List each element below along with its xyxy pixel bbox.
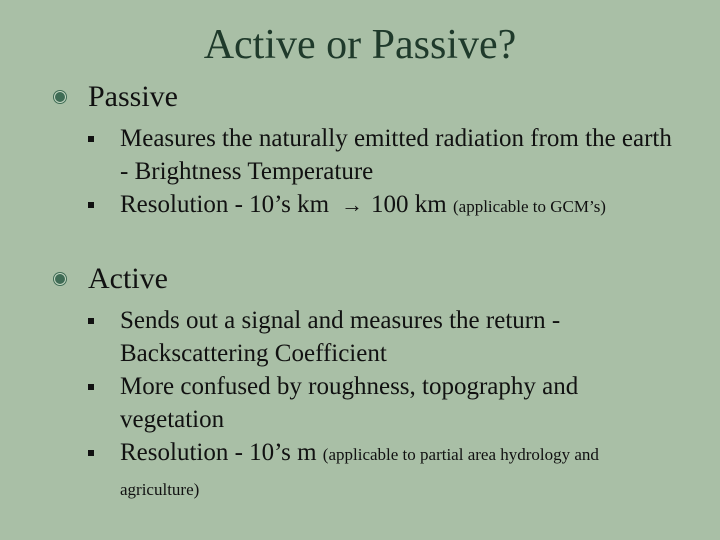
square-bullet-icon — [88, 384, 94, 390]
slide-title: Active or Passive? — [203, 22, 517, 68]
list-item: Measures the naturally emitted radiation from the earth - Brightness Temperature — [50, 122, 680, 188]
section-heading: Passive — [50, 80, 680, 114]
section-passive — [50, 80, 680, 223]
square-bullet-icon — [88, 450, 94, 456]
section-heading: Active — [50, 262, 680, 296]
list-item: Resolution - 10’s km → 100 km (applicable to GCM’s) — [50, 188, 680, 223]
square-bullet-icon — [88, 318, 94, 324]
list-item: More confused by roughness, topography and vegetation — [50, 370, 680, 436]
round-bullet-icon — [54, 91, 66, 103]
list-item: Sends out a signal and measures the return - Backscattering Coefficient — [50, 304, 680, 370]
arrow-icon: → — [341, 192, 364, 217]
round-bullet-icon — [54, 273, 66, 285]
square-bullet-icon — [88, 136, 94, 142]
note-text: (applicable to GCM’s) — [453, 197, 606, 216]
section-active — [50, 262, 680, 506]
square-bullet-icon — [88, 202, 94, 208]
list-item: Resolution - 10’s m (applicable to partial area hydrology and agriculture) — [50, 436, 680, 506]
note-text: (applicable to partial area hydrology and agriculture) — [120, 445, 599, 499]
